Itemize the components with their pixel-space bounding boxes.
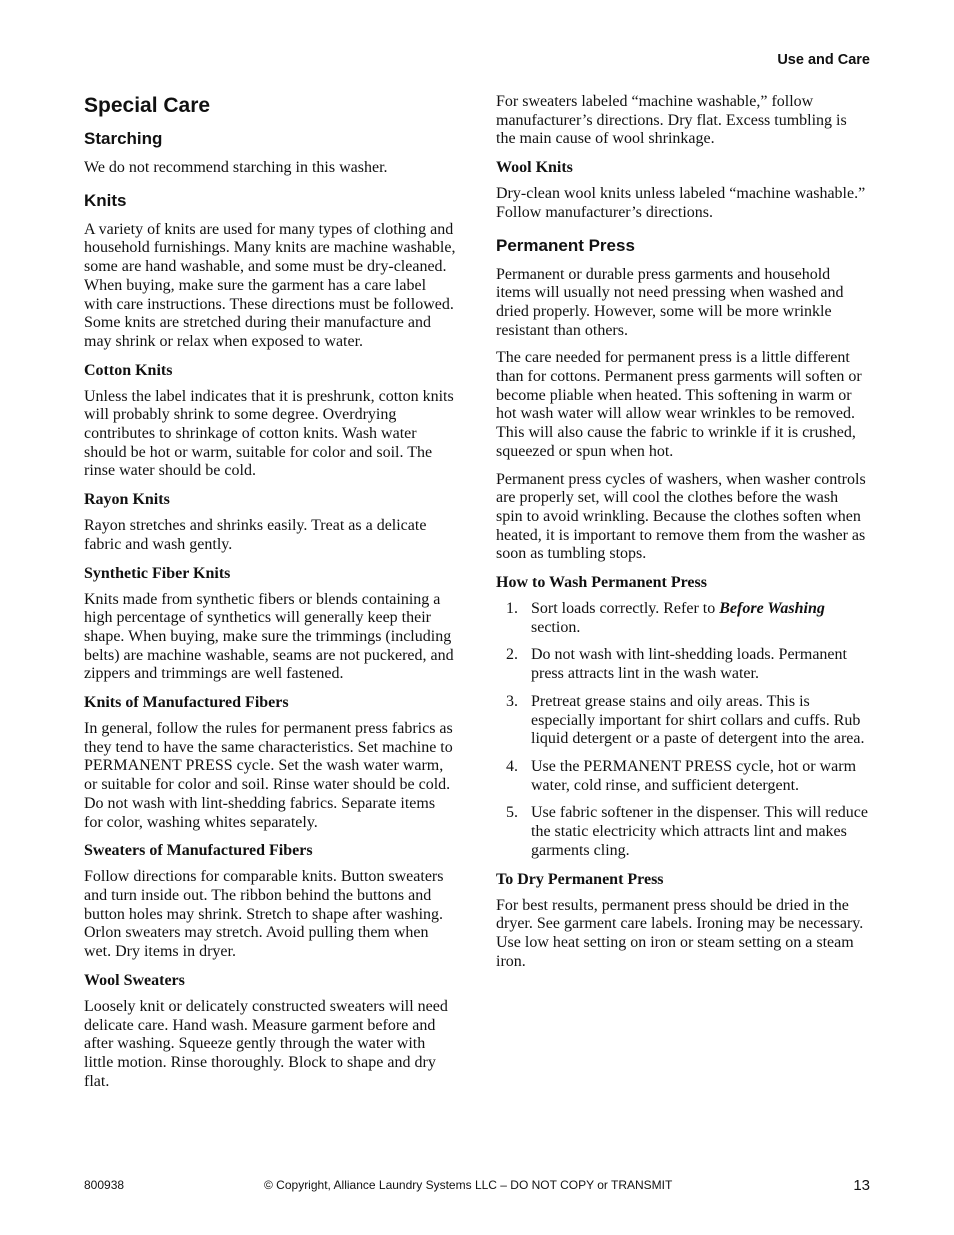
list-item: [496, 758, 868, 795]
list-item-number: 1.: [506, 600, 518, 618]
list-item: [496, 646, 868, 683]
heading-knits: Knits: [84, 190, 127, 210]
paragraph-cotton-knits: Unless the label indicates that it is preshrunk, cotton knits will probably shrink to some degree. Overdrying contributes to shrinkage of cotton knits. Wash water should be hot or warm, suitable for color and soil. The rinse water should be cold.: [84, 387, 454, 480]
heading-manufactured-sweaters: Sweaters of Manufactured Fibers: [84, 842, 313, 860]
left-column: [84, 93, 456, 1100]
heading-to-dry: To Dry Permanent Press: [496, 870, 664, 888]
wash-steps-list: [496, 600, 868, 860]
right-column: [496, 93, 868, 980]
heading-synthetic-knits: Synthetic Fiber Knits: [84, 564, 231, 582]
copyright-notice: © Copyright, Alliance Laundry Systems LLC – DO NOT COPY or TRANSMIT: [264, 1178, 673, 1192]
heading-how-to-wash: How to Wash Permanent Press: [496, 574, 707, 592]
list-item-text: Pretreat grease stains and oily areas. This is especially important for shirt collars and cuffs. Rub liquid detergent or a paste of detergent into the area.: [531, 692, 865, 748]
paragraph-to-dry: For best results, permanent press should be dried in the dryer. See garment care labels. Ironing may be necessary. Use low heat setting on iron or steam setting on a steam iron.: [496, 896, 864, 970]
page-number: 13: [853, 1177, 870, 1194]
list-item: [496, 693, 868, 749]
paragraph-permanent-press-1: Permanent or durable press garments and household items will usually not need pressing when washed and dried properly. However, some will be more wrinkle resistant than others.: [496, 265, 844, 339]
list-item-text: Use the PERMANENT PRESS cycle, hot or warm water, cold rinse, and sufficient detergent.: [531, 757, 857, 794]
paragraph-permanent-press-3: Permanent press cycles of washers, when washer controls are properly set, will cool the clothes before the wash spin to avoid wrinkling. Because the clothes soften when heated, it is important to remove them from the washer as soon as tumbling stops.: [496, 470, 866, 563]
heading-wool-knits: Wool Knits: [496, 159, 573, 177]
paragraph-synthetic-knits: Knits made from synthetic fibers or blends containing a high percentage of synthetics will generally keep their shape. When buying, make sure the trimmings (including belts) are machine washable, seams are not puckered, and zippers and trimmings are well fastened.: [84, 590, 454, 683]
list-item-text: Sort loads correctly. Refer to: [531, 600, 720, 618]
list-item-number: 4.: [506, 757, 518, 775]
paragraph-wool-knits: Dry-clean wool knits unless labeled “machine washable.” Follow manufacturer’s directions.: [496, 185, 866, 221]
list-item-number: 5.: [506, 804, 518, 822]
heading-wool-sweaters: Wool Sweaters: [84, 971, 185, 989]
section-header: Use and Care: [777, 52, 870, 68]
paragraph-rayon-knits: Rayon stretches and shrinks easily. Treat as a delicate fabric and wash gently.: [84, 517, 427, 553]
list-item: [496, 804, 868, 860]
list-item: [496, 600, 868, 637]
paragraph-starching: We do not recommend starching in this washer.: [84, 159, 388, 176]
heading-manufactured-knits: Knits of Manufactured Fibers: [84, 694, 289, 712]
heading-rayon-knits: Rayon Knits: [84, 491, 170, 509]
page-title: Special Care: [84, 94, 211, 117]
before-washing-reference: Before Washing: [719, 600, 825, 618]
heading-permanent-press: Permanent Press: [496, 235, 635, 255]
list-item-number: 3.: [506, 692, 518, 710]
paragraph-knits: A variety of knits are used for many types of clothing and household furnishings. Many knits are machine washable, some are hand washable, and some must be dry-cleaned. When buying, make sure the garment has a care label with care instructions. These directions must be followed. Some knits are stretched during their manufacture and may shrink or relax when exposed to water.: [84, 220, 456, 350]
list-item-number: 2.: [506, 646, 518, 664]
paragraph-manufactured-knits: In general, follow the rules for permanent press fabrics as they tend to have the same characteristics. Set machine to PERMANENT PRESS cycle. Set the wash water warm, or suitable for color and soil. Rinse water should be cold. Do not wash with lint-shedding fabrics. Separate items for color, washing whites separately.: [84, 720, 453, 831]
paragraph-wool-sweaters: Loosely knit or delicately constructed sweaters will need delicate care. Hand wash. Measure garment before and after washing. Squeeze gently through the water with little motion. Rinse thoroughly. Block to shape and dry flat.: [84, 997, 448, 1090]
paragraph-machine-washable-sweaters: For sweaters labeled “machine washable,” follow manufacturer’s directions. Dry flat. Excess tumbling is the main cause of wool shrinkage.: [496, 93, 847, 148]
list-item-text: Do not wash with lint-shedding loads. Permanent press attracts lint in the wash water.: [531, 646, 847, 683]
heading-starching: Starching: [84, 129, 163, 148]
heading-cotton-knits: Cotton Knits: [84, 361, 173, 379]
list-item-text: Use fabric softener in the dispenser. This will reduce the static electricity which attracts lint and makes garments cling.: [531, 804, 868, 859]
paragraph-manufactured-sweaters: Follow directions for comparable knits. Button sweaters and turn inside out. The ribbon behind the buttons and button holes may shrink. Stretch to shape after washing. Orlon sweaters may stretch. Avoid pulling them when wet. Dry items in dryer.: [84, 868, 444, 961]
document-number: 800938: [84, 1178, 125, 1192]
list-item-text: section.: [531, 618, 581, 636]
paragraph-permanent-press-2: The care needed for permanent press is a little different than for cottons. Permanent press garments will soften or become pliable when heated. This softening in warm or hot wash water will allow wear wrinkles to be removed. This will also cause the fabric to wrinkle if it is crushed, squeezed or spun when hot.: [496, 349, 862, 460]
